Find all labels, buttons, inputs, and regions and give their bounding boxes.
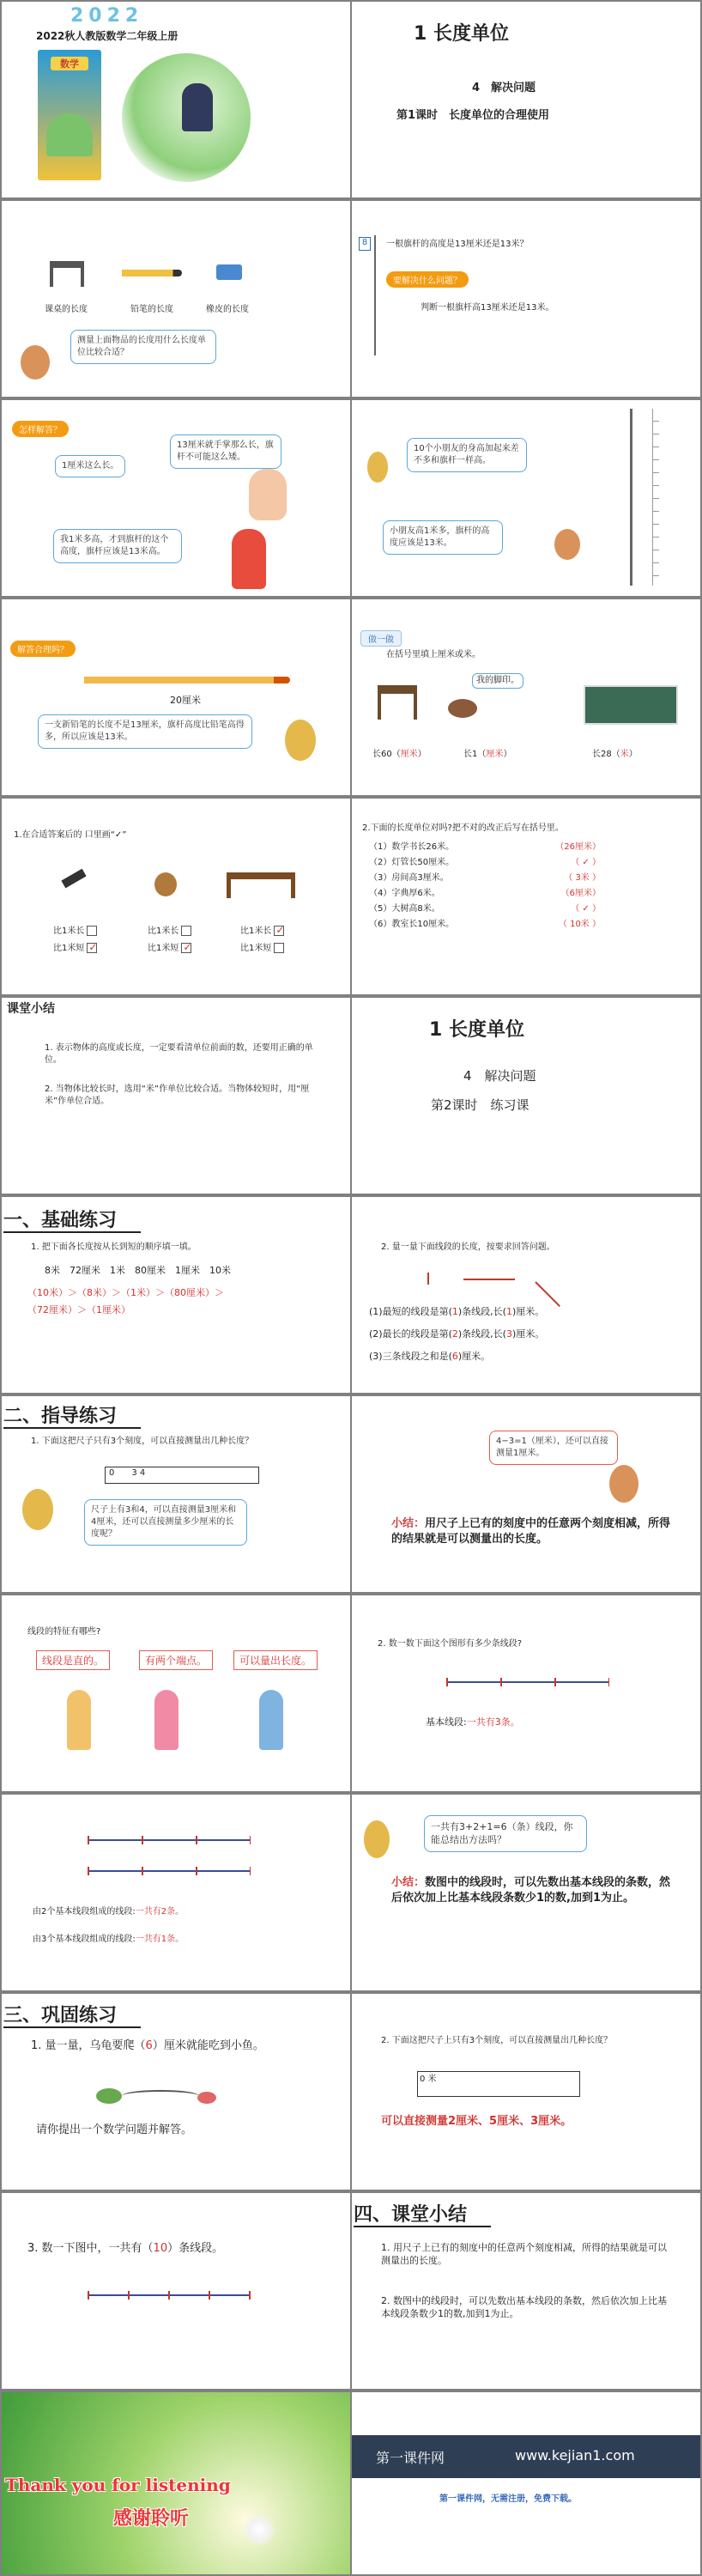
value: 6	[451, 1351, 458, 1362]
slide-try-it	[352, 599, 700, 795]
boy-figure	[67, 1690, 91, 1750]
bench-icon	[227, 872, 295, 898]
value: 一共有3条。	[466, 1716, 520, 1728]
turtle-icon	[96, 2088, 122, 2104]
slide-reasonable	[2, 599, 350, 795]
pencil-label: 铅笔的长度	[130, 305, 173, 314]
text: ）厘米就能吃到小鱼。	[152, 2039, 264, 2052]
segment-2	[463, 1279, 515, 1280]
cat-option-shorter[interactable]	[148, 940, 192, 955]
checkbox[interactable]	[87, 926, 97, 936]
cat-option-longer[interactable]	[148, 926, 191, 938]
year-badge: 2022	[70, 5, 144, 27]
slide-summary-1	[2, 998, 350, 1194]
answer-shortest	[369, 1305, 544, 1318]
checkbox[interactable]	[274, 943, 284, 953]
hedgehog-mascot	[609, 1465, 638, 1503]
summary-lead: 小结：	[391, 1876, 426, 1889]
value: 一共有2条。	[135, 1907, 185, 1917]
desk-icon	[50, 261, 84, 287]
lesson-name: 第1课时 长度单位的合理使用	[396, 109, 550, 122]
summary-point-2: 2. 数图中的线段时，可以先数出基本线段的条数，然后依次加上比基本线段条数少1的数,加到1为止。	[381, 2295, 667, 2320]
summary-point-1: 1. 表示物体的高度或长度，一定要看清单位前面的数，还要用正确的单位。	[45, 1043, 313, 1065]
row-answer: （ ✓ ）	[571, 858, 601, 867]
answer-bird-value: 厘米	[486, 750, 504, 759]
correct-list	[369, 841, 601, 934]
feature-endpoints: 有两个端点。	[139, 1650, 213, 1670]
reason-bubble	[38, 714, 252, 749]
answer-longest	[369, 1327, 544, 1340]
segment-points-1	[88, 1836, 251, 1844]
row-question: （1）数学书长26米。	[369, 842, 455, 852]
summary-lead: 小结：	[391, 1517, 426, 1530]
flagpole	[630, 409, 632, 586]
row-answer: （ ✓ ）	[571, 904, 601, 914]
slide-problem-8	[352, 201, 700, 397]
answer-sum	[369, 1350, 490, 1363]
path-line	[122, 2090, 199, 2102]
mascot-icon	[22, 1489, 53, 1530]
girl-figure	[154, 1690, 179, 1750]
problem-question: 一根旗杆的高度是13厘米还是13米？	[386, 240, 529, 249]
student-figure	[182, 83, 213, 131]
value: 3	[505, 1328, 512, 1340]
slide-cover	[2, 2, 350, 197]
feature-measurable: 可以量出长度。	[233, 1650, 318, 1670]
text: 1. 量一量，乌龟要爬（	[31, 2039, 146, 2052]
label: 由3个基本线段组成的线段:	[33, 1935, 136, 1944]
slide-summary-2	[352, 2193, 700, 2389]
option-label: 比1米长	[148, 927, 179, 936]
ruler-bubble: 尺子上有3和4，可以直接测量3厘米和4厘米，还可以直接测量多少厘米的长度呢？	[84, 1499, 247, 1546]
height-ruler	[652, 409, 659, 586]
answer-desk-post: ）	[417, 750, 427, 759]
text: (2)最长的线段是第(	[369, 1328, 452, 1340]
count-summary	[391, 1875, 675, 1905]
text: )厘米。	[457, 1351, 491, 1362]
row-answer: （26厘米）	[555, 842, 601, 852]
option-label: 比1米短	[240, 943, 272, 953]
slide-basic-practice	[2, 1197, 350, 1393]
list-item	[369, 857, 601, 872]
segment-1	[427, 1273, 429, 1285]
slide-flagpole	[352, 400, 700, 596]
bubble-1cm: 1厘米这么长。	[55, 455, 125, 477]
answer-bird-pre: 长1（	[463, 750, 487, 759]
slide-ruler-3-marks	[352, 1994, 700, 2190]
try-question: 在括号里填上厘米或米。	[386, 650, 481, 659]
summary-point-1: 1. 用尺子上已有的刻度中的任意两个刻度相减，所得的结果就是可以测量出的长度。	[381, 2242, 667, 2267]
segment-question: 2. 量一量下面线段的长度，按要求回答问题。	[381, 1242, 555, 1252]
bird-icon	[448, 699, 477, 718]
answer-desk-pre: 长60（	[372, 750, 401, 759]
option-label: 比1米短	[148, 943, 179, 953]
slide-title-1	[352, 2, 700, 197]
option-label: 比1米短	[53, 943, 85, 953]
answer-bird	[463, 749, 511, 761]
check-question: 1.在合适答案后的 口里画“✓”	[14, 830, 127, 840]
mascot-icon	[367, 452, 388, 483]
row-answer: （ 10米 ）	[558, 920, 601, 929]
desk-icon	[378, 685, 417, 720]
segment-3	[535, 1281, 560, 1307]
row-question: （4）字典厚6米。	[369, 889, 440, 898]
segment-points	[88, 2291, 252, 2300]
order-answer-line-2: （72厘米）＞（1厘米）	[27, 1304, 130, 1315]
ruler: 0 3 4	[105, 1467, 259, 1484]
question-bubble: 测量上面物品的长度用什么长度单位比较合适？	[70, 330, 216, 364]
base-count	[426, 1716, 520, 1728]
list-item	[369, 872, 601, 888]
composed-3	[33, 1934, 184, 1946]
checkbox[interactable]: ✓	[275, 924, 285, 936]
composed-2	[33, 1906, 184, 1918]
textbook-cover	[38, 50, 101, 180]
section-underline	[3, 1427, 141, 1429]
value: 2	[451, 1328, 458, 1340]
eraser-label: 橡皮的长度	[206, 305, 249, 314]
tag-how-solve: 怎样解答？	[12, 421, 69, 437]
fish-icon	[197, 2092, 216, 2104]
pencil-length: 20厘米	[170, 695, 201, 706]
slide-footer	[352, 2392, 700, 2574]
slide-how-solve	[2, 400, 350, 596]
lesson-topic: 4 解决问题	[463, 1068, 536, 1084]
value: 1	[451, 1306, 458, 1317]
answer-court-pre: 长28（	[592, 750, 620, 759]
footprint-bubble: 我的脚印。	[472, 673, 523, 689]
thanks-chinese: 感谢聆听	[113, 2507, 190, 2530]
value: 1	[505, 1306, 512, 1317]
answer-bubble: 4−3=1（厘米），还可以直接测量1厘米。	[489, 1431, 618, 1465]
answer-court-post: ）	[628, 750, 638, 759]
ruler-summary	[391, 1516, 675, 1546]
option-label: 比1米长	[53, 927, 85, 936]
usb-option-longer[interactable]	[53, 926, 97, 938]
section-underline	[3, 1231, 141, 1233]
summary-title: 课堂小结	[7, 1002, 55, 1016]
boy-figure	[259, 1690, 283, 1750]
checkbox[interactable]	[181, 926, 191, 936]
feature-straight: 线段是直的。	[36, 1650, 110, 1670]
section-heading: 二、指导练习	[3, 1405, 118, 1427]
ruler-stepped: 0 米	[417, 2071, 580, 2097]
order-question: 1. 把下面各长度按从长到短的顺序填一填。	[31, 1242, 197, 1252]
brand-name: 第一课件网	[376, 2450, 445, 2466]
segment-points-2	[88, 1867, 251, 1875]
order-values: 8米 72厘米 1米 80厘米 1厘米 10米	[45, 1265, 231, 1276]
slide-check-answers	[2, 799, 350, 994]
mascot-icon	[285, 720, 316, 761]
children-illustration	[46, 113, 93, 156]
section-heading: 三、巩固练习	[3, 2004, 118, 2026]
value: 一共有1条。	[135, 1935, 185, 1944]
slide-ruler-summary	[352, 1396, 700, 1592]
cat-options	[148, 926, 191, 954]
text: )条线段,长(	[457, 1328, 506, 1340]
slide-segment-features	[2, 1595, 350, 1791]
tag-reasonable: 解答合理吗？	[10, 641, 76, 657]
ruler-question: 1. 下面这把尺子只有3个刻度，可以直接测量出几种长度？	[31, 1437, 254, 1446]
divider-line	[374, 235, 376, 355]
eraser-icon	[216, 264, 242, 280]
mascot-icon	[364, 1820, 390, 1858]
value: 10	[153, 2242, 168, 2255]
slide-thanks	[2, 2392, 350, 2574]
section-heading: 四、课堂小结	[354, 2203, 468, 2226]
slide-guided-practice	[2, 1396, 350, 1592]
text: ）条线段。	[167, 2242, 224, 2255]
hedgehog-mascot	[554, 529, 580, 560]
row-question: （6）教室长10厘米。	[369, 920, 455, 929]
slide-correct-units	[352, 799, 700, 994]
slide-title-2	[352, 998, 700, 1194]
bubble-kid-height: 我1米多高，才到旗杆的这个高度，旗杆应该是13米高。	[53, 529, 182, 563]
ruler3-question: 2. 下面这把尺子上只有3个刻度，可以直接测量出几种长度？	[381, 2036, 613, 2045]
row-question: （2）灯管长50厘米。	[369, 858, 455, 867]
text: (1)最短的线段是第(	[369, 1306, 452, 1317]
section-underline	[3, 2026, 141, 2028]
list-item	[369, 903, 601, 919]
segment-points	[446, 1678, 609, 1686]
section-underline	[354, 2226, 491, 2227]
text: )厘米。	[511, 1306, 545, 1317]
label: 基本线段:	[426, 1716, 467, 1728]
summary-text: 数图中的线段时，可以先数出基本线段的条数，然后依次加上比基本线段条数少1的数,加到1为止。	[391, 1876, 671, 1905]
list-item	[369, 888, 601, 903]
turtle-question	[31, 2038, 280, 2054]
bench-option-longer[interactable]	[240, 926, 284, 938]
slide-consolidation	[2, 1994, 350, 2190]
pencil-icon	[122, 270, 182, 276]
textbook-label: 数学	[51, 57, 88, 70]
slide-composed-segments	[2, 1795, 350, 1990]
text: (3)三条线段之和是(	[369, 1351, 452, 1362]
summary-text: 用尺子上已有的刻度中的任意两个刻度相减，所得的结果就是可以测量出的长度。	[391, 1517, 671, 1546]
answer-desk	[372, 749, 427, 761]
row-question: （5）大树高8米。	[369, 904, 440, 914]
label: 由2个基本线段组成的线段:	[33, 1907, 136, 1917]
summary-point-2: 2. 当物体比较长时，选用“米”作单位比较合适。当物体较短时，用“厘米”作单位合适。	[45, 1084, 310, 1106]
row-answer: （ 3米 ）	[564, 873, 601, 883]
cat-icon	[154, 872, 177, 896]
slide-count-ten	[2, 2193, 350, 2389]
slide-count-segments	[352, 1595, 700, 1791]
option-label: 比1米长	[240, 927, 272, 936]
unit-title: 1 长度单位	[414, 23, 509, 45]
problem-number: 8	[359, 237, 371, 251]
slide-measure-segments	[352, 1197, 700, 1393]
brand-url[interactable]: www.kejian1.com	[515, 2447, 635, 2464]
basketball-court	[584, 685, 678, 725]
method-bubble: 一共有3+2+1=6（条）线段，你能总结出方法吗？	[424, 1815, 587, 1852]
tag-try-it: 做一做	[360, 630, 402, 647]
bench-option-shorter[interactable]	[240, 943, 284, 955]
brand-bar	[352, 2435, 700, 2478]
features-question: 线段的特征有哪些?	[27, 1627, 101, 1637]
text: )厘米。	[511, 1328, 545, 1340]
tag-what-problem: 要解决什么问题？	[386, 271, 469, 288]
lesson-name: 第2课时 练习课	[431, 1097, 530, 1113]
answer-court-value: 米	[620, 750, 629, 759]
kid-figure	[232, 529, 266, 589]
list-item	[369, 841, 601, 857]
bubble-13cm: 13厘米就手掌那么长，旗杆不可能这么矮。	[170, 434, 281, 469]
answer-court	[592, 749, 638, 761]
unit-title: 1 长度单位	[429, 1019, 524, 1041]
checkbox[interactable]: ✓	[88, 940, 98, 953]
section-heading: 一、基础练习	[3, 1209, 118, 1231]
bubble-kid-1m: 小朋友高1米多，旗杆的高度应该是13米。	[383, 520, 503, 555]
row-answer: （6厘米）	[560, 889, 601, 898]
hand-icon	[249, 469, 287, 520]
answer-bird-post: ）	[503, 750, 512, 759]
ruler3-answer: 可以直接测量2厘米、5厘米、3厘米。	[381, 2115, 572, 2128]
count-ten-question	[27, 2241, 223, 2257]
usb-option-shorter[interactable]	[53, 940, 98, 955]
list-item	[369, 919, 601, 934]
book-title: 2022秋人教版数学二年级上册	[36, 30, 179, 42]
value: 6	[145, 2039, 153, 2052]
hedgehog-mascot	[21, 345, 50, 380]
slide-measure-objects	[2, 201, 350, 397]
count-question: 2. 数一数下面这个图形有多少条线段?	[378, 1639, 523, 1649]
dandelion-icon	[242, 2512, 276, 2547]
desk-label: 课桌的长度	[45, 305, 88, 314]
answer-desk-value: 厘米	[400, 750, 418, 759]
checkbox[interactable]: ✓	[183, 940, 192, 953]
brand-slogan: 第一课件网，无需注册，免费下载。	[439, 2494, 577, 2504]
usb-options	[53, 926, 97, 954]
lesson-topic: 4 解决问题	[472, 82, 536, 94]
slide-count-summary	[352, 1795, 700, 1990]
text: )条线段,长(	[457, 1306, 506, 1317]
correct-question: 2.下面的长度单位对吗?把不对的改正后写在括号里。	[362, 823, 564, 833]
reason-text: 一支新铅笔的长度不是13厘米，旗杆高度比铅笔高得多，所以应该是13米。	[45, 720, 245, 742]
usb-icon	[61, 869, 86, 889]
long-pencil	[84, 677, 290, 683]
order-answer-line-1: （10米）＞（8米）＞（1米）＞（80厘米）＞	[27, 1287, 224, 1298]
row-question: （3）房间高3厘米。	[369, 873, 449, 883]
thanks-english: Thank you for listening	[5, 2475, 231, 2495]
judge-text: 判断一根旗杆高13厘米还是13米。	[421, 303, 554, 313]
bubble-ten-kids: 10个小朋友的身高加起来差不多和旗杆一样高。	[407, 438, 527, 472]
text: 3. 数一下图中，一共有（	[27, 2242, 154, 2255]
bench-options	[240, 926, 284, 954]
raise-question: 请你提出一个数学问题并解答。	[36, 2123, 193, 2136]
